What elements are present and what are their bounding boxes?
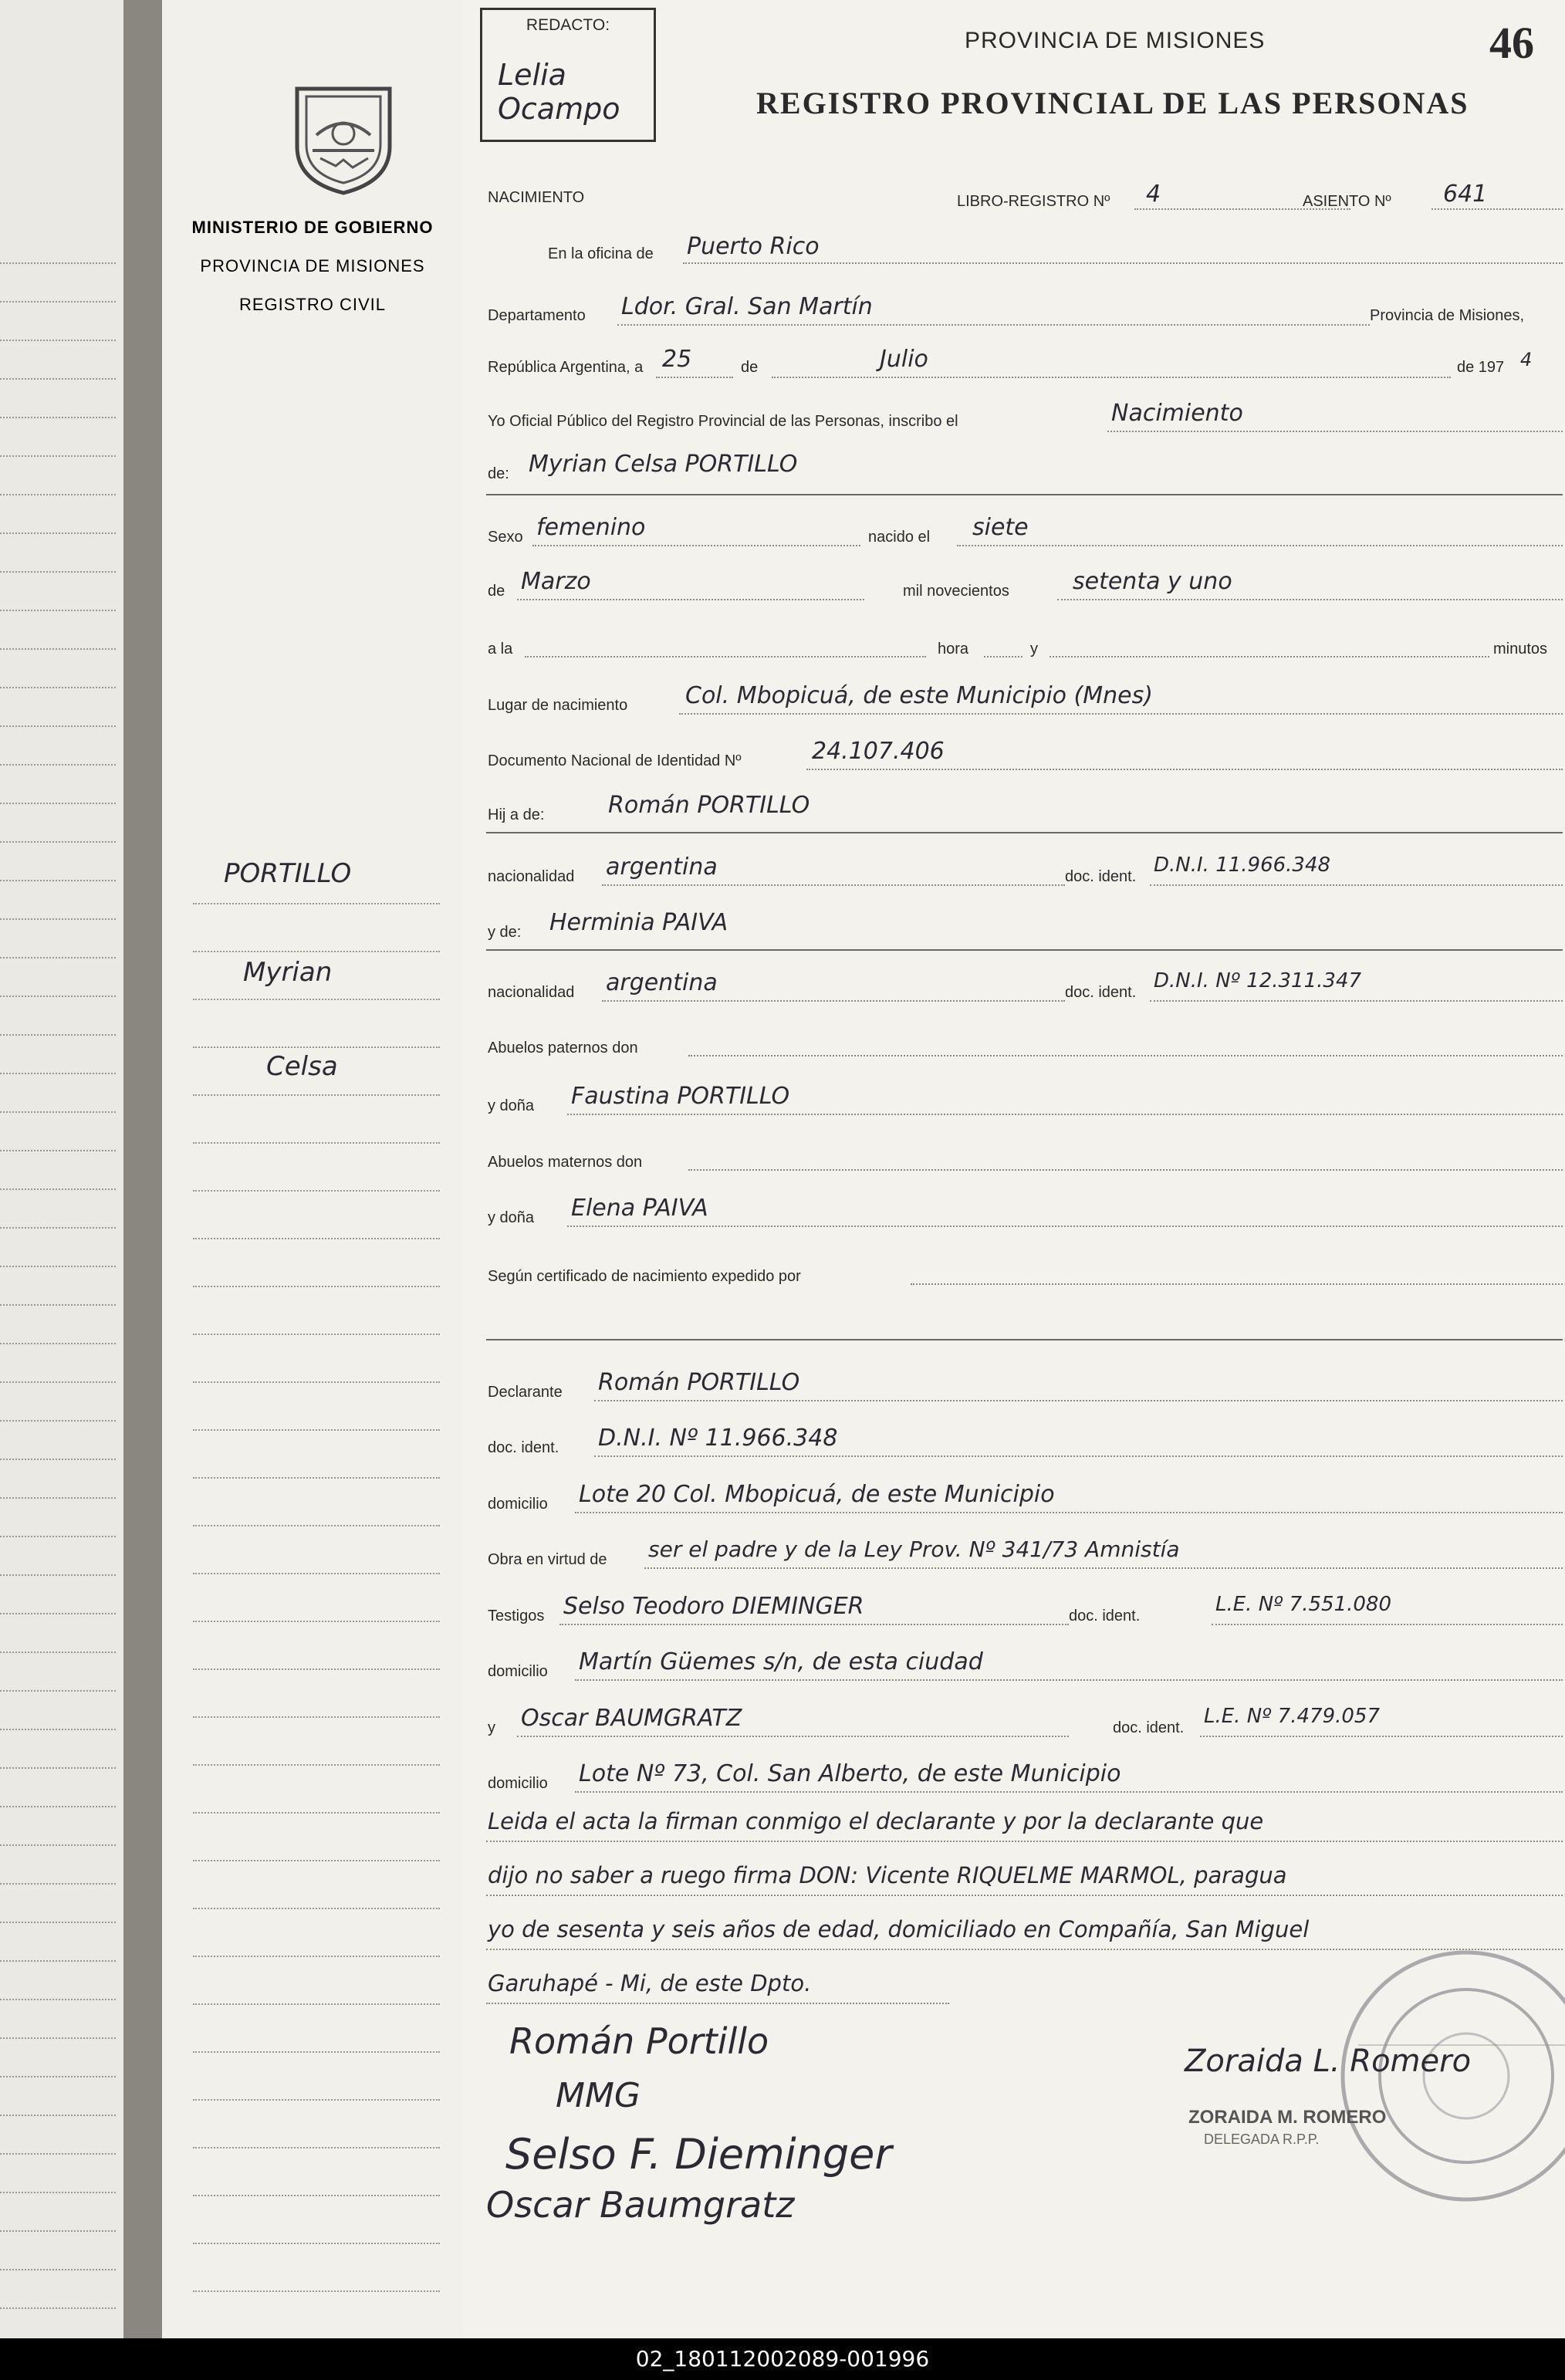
notes-line-3: yo de sesenta y seis años de edad, domiciliado en Compañía, San Miguel <box>488 1916 1310 1942</box>
testigo1-domicilio-label: domicilio <box>488 1663 548 1680</box>
abuela-paterna-value: Faustina PORTILLO <box>571 1083 790 1110</box>
testigos-label: Testigos <box>488 1608 545 1624</box>
ruled-line <box>193 1621 440 1622</box>
notes-line-1: Leida el acta la firman conmigo el declarante y por la declarante que <box>488 1808 1264 1834</box>
ruled-line <box>193 2003 440 2005</box>
mother-doc-label: doc. ident. <box>1065 984 1137 1001</box>
testigo1-doc-label: doc. ident. <box>1069 1608 1141 1624</box>
ruled-line <box>0 764 116 766</box>
hija-label: Hij a de: <box>488 806 545 823</box>
y-de-label: y de: <box>488 924 522 941</box>
redacto-signature: Lelia Ocampo <box>498 58 620 126</box>
testigo2-value: Oscar BAUMGRATZ <box>521 1705 742 1732</box>
day-value: 25 <box>662 346 692 373</box>
ruled-line <box>0 1922 116 1923</box>
lugar-value: Col. Mbopicuá, de este Municipio (Mnes) <box>685 682 1153 709</box>
ruled-line <box>193 2147 440 2148</box>
ruled-line <box>0 1767 116 1769</box>
redacto-box <box>480 8 656 142</box>
ruled-line <box>0 610 116 611</box>
ruled-line <box>0 2269 116 2270</box>
nacido-month-value: Marzo <box>521 568 591 595</box>
ruled-line <box>0 957 116 958</box>
margin-first-name: Myrian <box>243 957 333 988</box>
abuela-materna-value: Elena PAIVA <box>571 1195 708 1222</box>
testigo2-doc-value: L.E. Nº 7.479.057 <box>1204 1705 1380 1728</box>
ruled-line <box>193 1812 440 1814</box>
ruled-line <box>0 2230 116 2232</box>
oficina-value: Puerto Rico <box>687 233 820 260</box>
official-signature: Zoraida L. Romero <box>1185 2044 1472 2079</box>
ruled-line <box>193 1190 440 1192</box>
declarante-value: Román PORTILLO <box>598 1369 800 1396</box>
y-label: y <box>1030 641 1038 658</box>
father-nationality-label: nacionalidad <box>488 868 575 885</box>
notes-line-2: dijo no saber a ruego firma DON: Vicente RIQUELME MARMOL, paragua <box>488 1862 1287 1888</box>
ruled-line <box>193 1908 440 1909</box>
birth-record-form <box>463 0 1565 2338</box>
de-label: de <box>741 359 759 376</box>
sexo-label: Sexo <box>488 529 523 546</box>
ruled-line <box>0 1883 116 1885</box>
minutos-label: minutos <box>1493 641 1548 658</box>
ruled-line <box>0 532 116 534</box>
ruled-line <box>0 1188 116 1190</box>
margin-second-name: Celsa <box>266 1051 338 1082</box>
ruled-line <box>0 1729 116 1730</box>
left-page-strip <box>0 0 123 2338</box>
a-la-label: a la <box>488 641 513 658</box>
ruled-line <box>193 999 440 1000</box>
ruled-line <box>0 687 116 688</box>
ruled-line <box>0 1536 116 1537</box>
ruled-line <box>0 2115 116 2116</box>
segun-label: Según certificado de nacimiento expedido por <box>488 1268 801 1285</box>
ruled-line <box>0 1150 116 1151</box>
ruled-line <box>0 648 116 650</box>
declarante-doc-value: D.N.I. Nº 11.966.348 <box>598 1425 838 1452</box>
ruled-line <box>0 1999 116 2000</box>
declarante-doc-label: doc. ident. <box>488 1439 559 1456</box>
asiento-value: 641 <box>1443 181 1488 208</box>
official-title: DELEGADA R.P.P. <box>1204 2132 1320 2147</box>
oficina-label: En la oficina de <box>548 245 654 262</box>
ruled-line <box>0 2307 116 2309</box>
ruled-line <box>0 2037 116 2039</box>
de-month-label: de <box>488 583 505 600</box>
nacido-label: nacido el <box>868 529 931 546</box>
mil-label: mil novecientos <box>903 583 1009 600</box>
sexo-value: femenino <box>536 514 646 541</box>
abuelos-paternos-label: Abuelos paternos don <box>488 1040 638 1056</box>
ruled-line <box>0 918 116 920</box>
official-name: ZORAIDA M. ROMERO <box>1188 2107 1387 2128</box>
oficial-text: Yo Oficial Público del Registro Provincial de las Personas, inscribo el <box>488 413 958 430</box>
declarante-label: Declarante <box>488 1384 563 1401</box>
mother-nationality-value: argentina <box>606 969 718 996</box>
mother-doc-value: D.N.I. Nº 12.311.347 <box>1154 969 1362 992</box>
de-name-label: de: <box>488 465 509 482</box>
ruled-line <box>193 2051 440 2053</box>
ruled-line <box>0 1343 116 1344</box>
ruled-line <box>0 1574 116 1576</box>
ruled-line <box>0 494 116 495</box>
mother-name-value: Herminia PAIVA <box>549 909 728 936</box>
ruled-line <box>193 1716 440 1718</box>
ruled-line <box>0 996 116 997</box>
ruled-line <box>0 571 116 573</box>
ruled-line <box>193 1525 440 1526</box>
ruled-line <box>193 2099 440 2101</box>
ruled-line <box>0 1497 116 1499</box>
ruled-line <box>193 1429 440 1431</box>
departamento-label: Departamento <box>488 307 586 324</box>
ruled-line <box>193 903 440 904</box>
year-label: de 197 <box>1457 359 1505 376</box>
notes-line-4: Garuhapé - Mi, de este Dpto. <box>488 1970 812 1996</box>
declarante-signature: Román Portillo <box>509 2020 769 2062</box>
ruled-line <box>0 455 116 457</box>
ruled-line <box>193 951 440 952</box>
ruled-line <box>193 1668 440 1670</box>
ruled-line <box>0 2192 116 2193</box>
page-number: 46 <box>1489 18 1534 68</box>
footer-caption: 02_180112002089-001996 <box>635 2346 930 2372</box>
testigo1-domicilio-value: Martín Güemes s/n, de esta ciudad <box>579 1648 983 1675</box>
testigo1-value: Selso Teodoro DIEMINGER <box>563 1593 864 1620</box>
y-dona-materna-label: y doña <box>488 1209 535 1226</box>
mother-nationality-label: nacionalidad <box>488 984 575 1001</box>
obra-value: ser el padre y de la Ley Prov. Nº 341/73 Amnistía <box>648 1537 1180 1562</box>
ruled-line <box>193 2243 440 2244</box>
nacido-year-value: setenta y uno <box>1073 568 1232 595</box>
father-name-value: Román PORTILLO <box>608 792 810 819</box>
ruled-line <box>193 1286 440 1287</box>
ruled-line <box>0 2153 116 2155</box>
month-value: Julio <box>880 346 928 373</box>
ruled-line <box>0 880 116 881</box>
y-dona-paterna-label: y doña <box>488 1097 535 1114</box>
redacto-label: REDACTO: <box>526 16 610 34</box>
ruled-line <box>0 1651 116 1653</box>
declarante-domicilio-label: domicilio <box>488 1496 548 1513</box>
registry-title: REGISTRO PROVINCIAL DE LAS PERSONAS <box>756 86 1469 120</box>
ruled-line <box>193 1860 440 1861</box>
ruled-line <box>193 1046 440 1048</box>
libro-label: LIBRO-REGISTRO Nº <box>957 193 1110 210</box>
ruled-line <box>193 1238 440 1239</box>
ruled-line <box>0 1227 116 1229</box>
declarante-domicilio-value: Lote 20 Col. Mbopicuá, de este Municipio <box>579 1481 1055 1508</box>
ruled-line <box>0 417 116 418</box>
ruled-line <box>0 1690 116 1692</box>
ruled-line <box>193 1573 440 1574</box>
ruled-line <box>0 340 116 341</box>
ruled-line <box>0 1420 116 1422</box>
ministry-heading: MINISTERIO DE GOBIERNO <box>191 218 434 237</box>
dni-value: 24.107.406 <box>812 738 945 765</box>
hora-label: hora <box>938 641 969 658</box>
ruled-line <box>0 1960 116 1962</box>
departamento-value: Ldor. Gral. San Martín <box>621 293 873 320</box>
ruled-line <box>0 378 116 380</box>
testigo2-doc-label: doc. ident. <box>1113 1719 1185 1736</box>
father-nationality-value: argentina <box>606 854 718 881</box>
father-doc-value: D.N.I. 11.966.348 <box>1154 854 1331 877</box>
testigo1-doc-value: L.E. Nº 7.551.080 <box>1215 1593 1391 1616</box>
ruego-signature: MMG <box>556 2076 641 2115</box>
abuelos-maternos-label: Abuelos maternos don <box>488 1154 643 1171</box>
ruled-line <box>193 1764 440 1766</box>
ruled-line <box>0 262 116 264</box>
margin-surname: PORTILLO <box>224 858 352 889</box>
ruled-line <box>193 1477 440 1479</box>
father-doc-label: doc. ident. <box>1065 868 1137 885</box>
ruled-line <box>0 1844 116 1846</box>
ruled-line <box>0 1034 116 1036</box>
y-testigo-label: y <box>488 1719 495 1736</box>
ruled-line <box>0 1459 116 1460</box>
ruled-line <box>193 2290 440 2292</box>
dni-label: Documento Nacional de Identidad Nº <box>488 752 742 769</box>
registry-heading: REGISTRO CIVIL <box>238 295 387 314</box>
inscribo-value: Nacimiento <box>1111 400 1243 427</box>
ruled-line <box>0 1806 116 1807</box>
libro-value: 4 <box>1146 181 1161 208</box>
testigo2-domicilio-label: domicilio <box>488 1775 548 1792</box>
ruled-line <box>193 1956 440 1957</box>
provincia-suffix: Provincia de Misiones, <box>1370 307 1525 324</box>
testigo2-signature: Oscar Baumgratz <box>486 2184 795 2226</box>
ruled-line <box>193 1094 440 1096</box>
province-heading: PROVINCIA DE MISIONES <box>200 256 425 276</box>
ruled-line <box>0 1266 116 1267</box>
ruled-line <box>0 1073 116 1074</box>
section-label: NACIMIENTO <box>488 189 585 206</box>
ruled-line <box>0 725 116 727</box>
ruled-line <box>193 1381 440 1383</box>
year-value: 4 <box>1520 349 1533 370</box>
provincial-seal-icon <box>282 73 405 197</box>
ruled-line <box>0 803 116 804</box>
ruled-line <box>0 1304 116 1306</box>
ruled-line <box>0 1381 116 1383</box>
full-name-value: Myrian Celsa PORTILLO <box>529 451 798 478</box>
left-panel <box>162 0 465 2338</box>
ruled-line <box>0 1613 116 1614</box>
lugar-label: Lugar de nacimiento <box>488 697 628 714</box>
ruled-line <box>0 1111 116 1113</box>
obra-label: Obra en virtud de <box>488 1551 607 1568</box>
ruled-line <box>193 1142 440 1144</box>
testigo2-domicilio-value: Lote Nº 73, Col. San Alberto, de este Municipio <box>579 1760 1121 1787</box>
ruled-line <box>193 2195 440 2196</box>
republica-label: República Argentina, a <box>488 359 644 376</box>
ruled-line <box>193 1334 440 1335</box>
ruled-line <box>0 2076 116 2077</box>
asiento-label: ASIENTO Nº <box>1303 193 1391 210</box>
province-title: PROVINCIA DE MISIONES <box>965 28 1266 53</box>
ruled-line <box>0 301 116 303</box>
nacido-day-value: siete <box>972 514 1029 541</box>
testigo1-signature: Selso F. Dieminger <box>505 2130 892 2179</box>
ruled-line <box>0 841 116 843</box>
